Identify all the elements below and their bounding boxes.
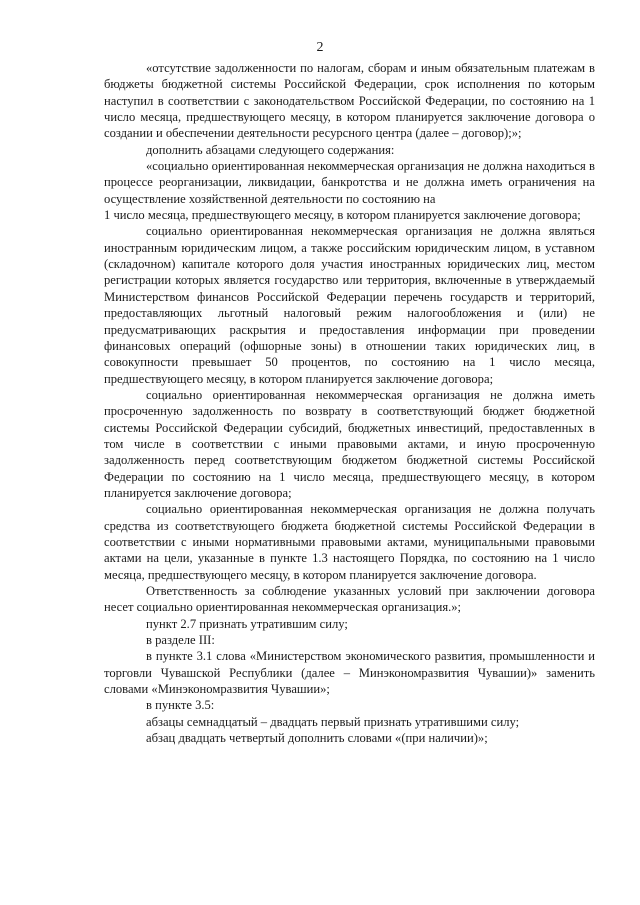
- paragraph-tax-arrears: «отсутствие задолженности по налогам, сборам и иным обязательным платежам в бюджеты бюджетной системы Российской Федерации, срок исполнения по которым наступил в соответствии с законодательством Российской Федерации, по состоянию на 1 число месяца, предшествующего месяцу, в котором планируется заключение договора о создании и обеспечении деятельности ресурсного центра (далее – договор);»;: [104, 61, 595, 141]
- document-body: [104, 60, 595, 746]
- paragraph-no-reorganization-continued: 1 число месяца, предшествующего месяцу, в котором планируется заключение договора;: [104, 208, 581, 223]
- paragraph-section-3: в разделе III:: [146, 633, 215, 648]
- paragraph-clause-2-7: пункт 2.7 признать утратившим силу;: [146, 616, 348, 631]
- paragraph-not-foreign-entity: социально ориентированная некоммерческая организация не должна являться иностранным юридическим лицом, а также российским юридическим лицом, в уставном (складочном) капитале которого доля участия иностранных юридических лиц, местом регистрации которых является государство или территория, включенные в утверждаемый Министерством финансов Российской Федерации перечень государств и территорий, предоставляющих льготный налоговый режим налогообложения и (или) не предусматривающих раскрытия и предоставления информации при проведении финансовых операций (офшорные зоны) в отношении таких юридических лиц, в совокупности превышает 50 процентов, по состоянию на 1 число месяца, предшествующего месяцу, в котором планируется заключение договора;: [104, 224, 595, 386]
- paragraph-no-reorganization: «социально ориентированная некоммерческая организация не должна находиться в процессе реорганизации, ликвидации, банкротства и не должна иметь ограничения на осуществление хозяйственной деятельности по состоянию на: [104, 159, 595, 206]
- page-number: 2: [316, 40, 324, 55]
- paragraph-no-other-funding: социально ориентированная некоммерческая организация не должна получать средства из соответствующего бюджета бюджетной системы Российской Федерации в соответствии с иными нормативными правовыми актами, муниципальными правовыми актами на цели, указанные в пункте 1.3 настоящего Порядка, по состоянию на 1 число месяца, предшествующего месяцу, в котором планируется заключение договора.: [104, 502, 595, 582]
- paragraph-add-clauses: дополнить абзацами следующего содержания:: [146, 142, 395, 157]
- paragraph-abzac-24: абзац двадцать четвертый дополнить словами «(при наличии)»;: [146, 731, 488, 746]
- paragraph-abzacy-invalid: абзацы семнадцатый – двадцать первый признать утратившими силу;: [146, 714, 520, 729]
- paragraph-no-overdue-debt: социально ориентированная некоммерческая организация не должна иметь просроченную задолженность по возврату в соответствующий бюджет бюджетной системы Российской Федерации субсидий, бюджетных инвестиций, предоставленных в том числе в соответствии с иными правовыми актами, и иную просроченную задолженность перед соответствующим бюджетом бюджетной системы Российской Федерации по состоянию на 1 число месяца, предшествующего месяцу, в котором планируется заключение договора;: [104, 387, 595, 500]
- paragraph-responsibility: Ответственность за соблюдение указанных условий при заключении договора несет социально ориентированная некоммерческая организация.»;: [104, 584, 595, 615]
- paragraph-clause-3-1: в пункте 3.1 слова «Министерством экономического развития, промышленности и торговли Чувашской Республики (далее – Минэкономразвития Чувашии)» заменить словами «Минэкономразвития Чувашии»;: [104, 649, 595, 697]
- paragraph-clause-3-5: в пункте 3.5:: [146, 698, 215, 713]
